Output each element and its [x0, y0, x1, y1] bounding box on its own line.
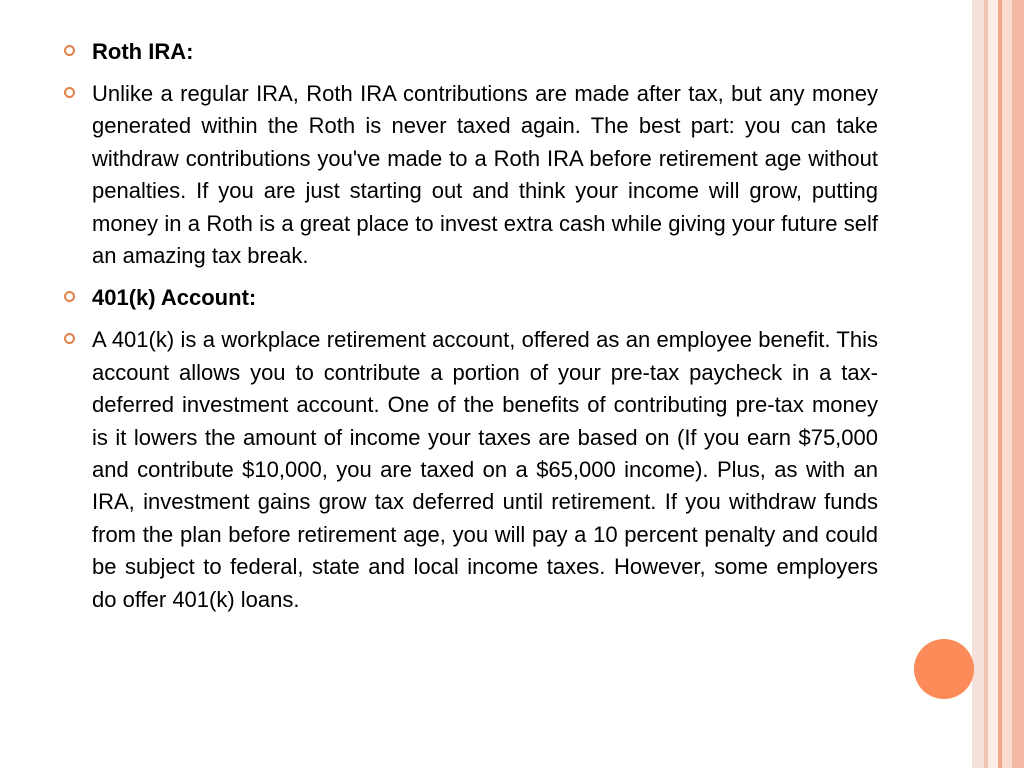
section-heading-401k: 401(k) Account:: [92, 285, 257, 311]
bullet-item-401k-text: [62, 324, 878, 616]
edge-stripe: [1012, 0, 1024, 768]
orange-circle-decoration: [914, 639, 974, 699]
paragraph-roth: Unlike a regular IRA, Roth IRA contributions are made after tax, but any money generated within the Roth is never taxed again. The best part: you can take withdraw contributions you've made to a Roth IRA before retirement age without penalties. If you are just starting out and think your income will grow, putting money in a Roth is a great place to invest extra cash while giving your future self an amazing tax break.: [92, 81, 878, 269]
bullet-item-roth-heading: [62, 36, 878, 68]
bullet-ring-icon: [64, 87, 75, 98]
section-heading-roth: Roth IRA:: [92, 39, 194, 64]
edge-stripe: [1002, 0, 1012, 768]
bullet-item-401k-heading: [62, 282, 878, 314]
bullet-ring-icon: [64, 291, 75, 302]
bullet-item-roth-text: [62, 78, 878, 272]
bullet-ring-icon: [64, 45, 75, 56]
paragraph-401k: A 401(k) is a workplace retirement account, offered as an employee benefit. This account allows you to contribute a portion of your pre-tax paycheck in a tax-deferred investment account. One of the benefits of contributing pre-tax money is it lowers the amount of income your taxes are based on (If you earn $75,000 and contribute $10,000, you are taxed on a $65,000 income). Plus, as with an IRA, investment gains grow tax deferred until retirement. If you withdraw funds from the plan before retirement age, you will pay a 10 percent penalty and could be subject to federal, state and local income taxes. However, some employers do offer 401(k) loans.: [92, 327, 878, 612]
edge-stripe: [988, 0, 998, 768]
bullet-ring-icon: [64, 333, 75, 344]
slide-body: [62, 36, 878, 626]
edge-stripe: [972, 0, 984, 768]
